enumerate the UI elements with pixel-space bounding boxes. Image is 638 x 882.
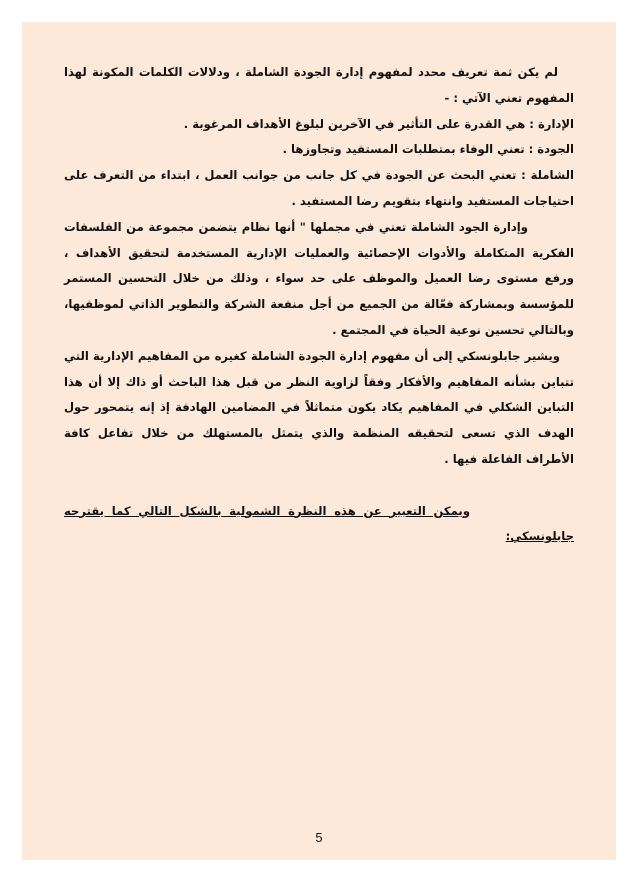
closing-underlined-sentence: ويمكن التعبير عن هذه النظرة الشمولية بالشكل التالي كما يقترحه جابلونسكي:: [64, 503, 574, 544]
definition-total: الشاملة : تعني البحث عن الجودة في كل جانب من جوانب العمل ، ابتداء من التعرف على احتياجات المستفيد وانتهاء بتقويم رضا المستفيد .: [64, 168, 574, 208]
overall-definition-paragraph: وإدارة الجود الشاملة تعني في مجملها " أنها نظام يتضمن مجموعة من الفلسفات الفكرية المتكاملة والأدوات الإحصائية والعمليات الإدارية المستخدمة لتحقيق الأهداف ، ورفع مستوى رضا العميل والموظف على حد سواء ، وذلك من خلال التحسين المستمر للمؤسسة وبمشاركة فعّالة من الجميع من أجل منفعة الشركة والتطوير الذاتي لموظفيها، وبالتالي تحسين نوعية الحياة في المجتمع .: [64, 219, 574, 337]
page-number: 5: [315, 830, 323, 845]
intro-paragraph: لم يكن ثمة تعريف محدد لمفهوم إدارة الجودة الشاملة ، ودلالات الكلمات المكونة لهذا المفهوم تعني الآتي : -: [64, 65, 574, 105]
jablonski-paragraph: ويشير جابلونسكي إلى أن مفهوم إدارة الجودة الشاملة كغيره من المفاهيم الإدارية التي تتباين بشأنه المفاهيم والأفكار وفقاً لزاوية النظر من قبل هذا الباحث أو ذاك إلا أن هذا التباين الشكلي في المفاهيم يكاد يكون متماثلاً في المضامين الهادفة إذ إنه يتمحور حول الهدف الذي تسعى لتحقيقه المنظمة والذي يتمثل بالمستهلك من خلال تفاعل كافة الأطراف الفاعلة فيها .: [64, 348, 574, 466]
paragraph-gap: [64, 473, 574, 499]
document-page: [22, 22, 616, 860]
document-body: [64, 60, 574, 550]
definition-management: الإدارة : هي القدرة على التأثير في الآخرين لبلوغ الأهداف المرغوبة .: [183, 116, 574, 131]
definition-quality: الجودة : تعني الوفاء بمتطلبات المستفيد وتجاوزها .: [282, 142, 574, 157]
